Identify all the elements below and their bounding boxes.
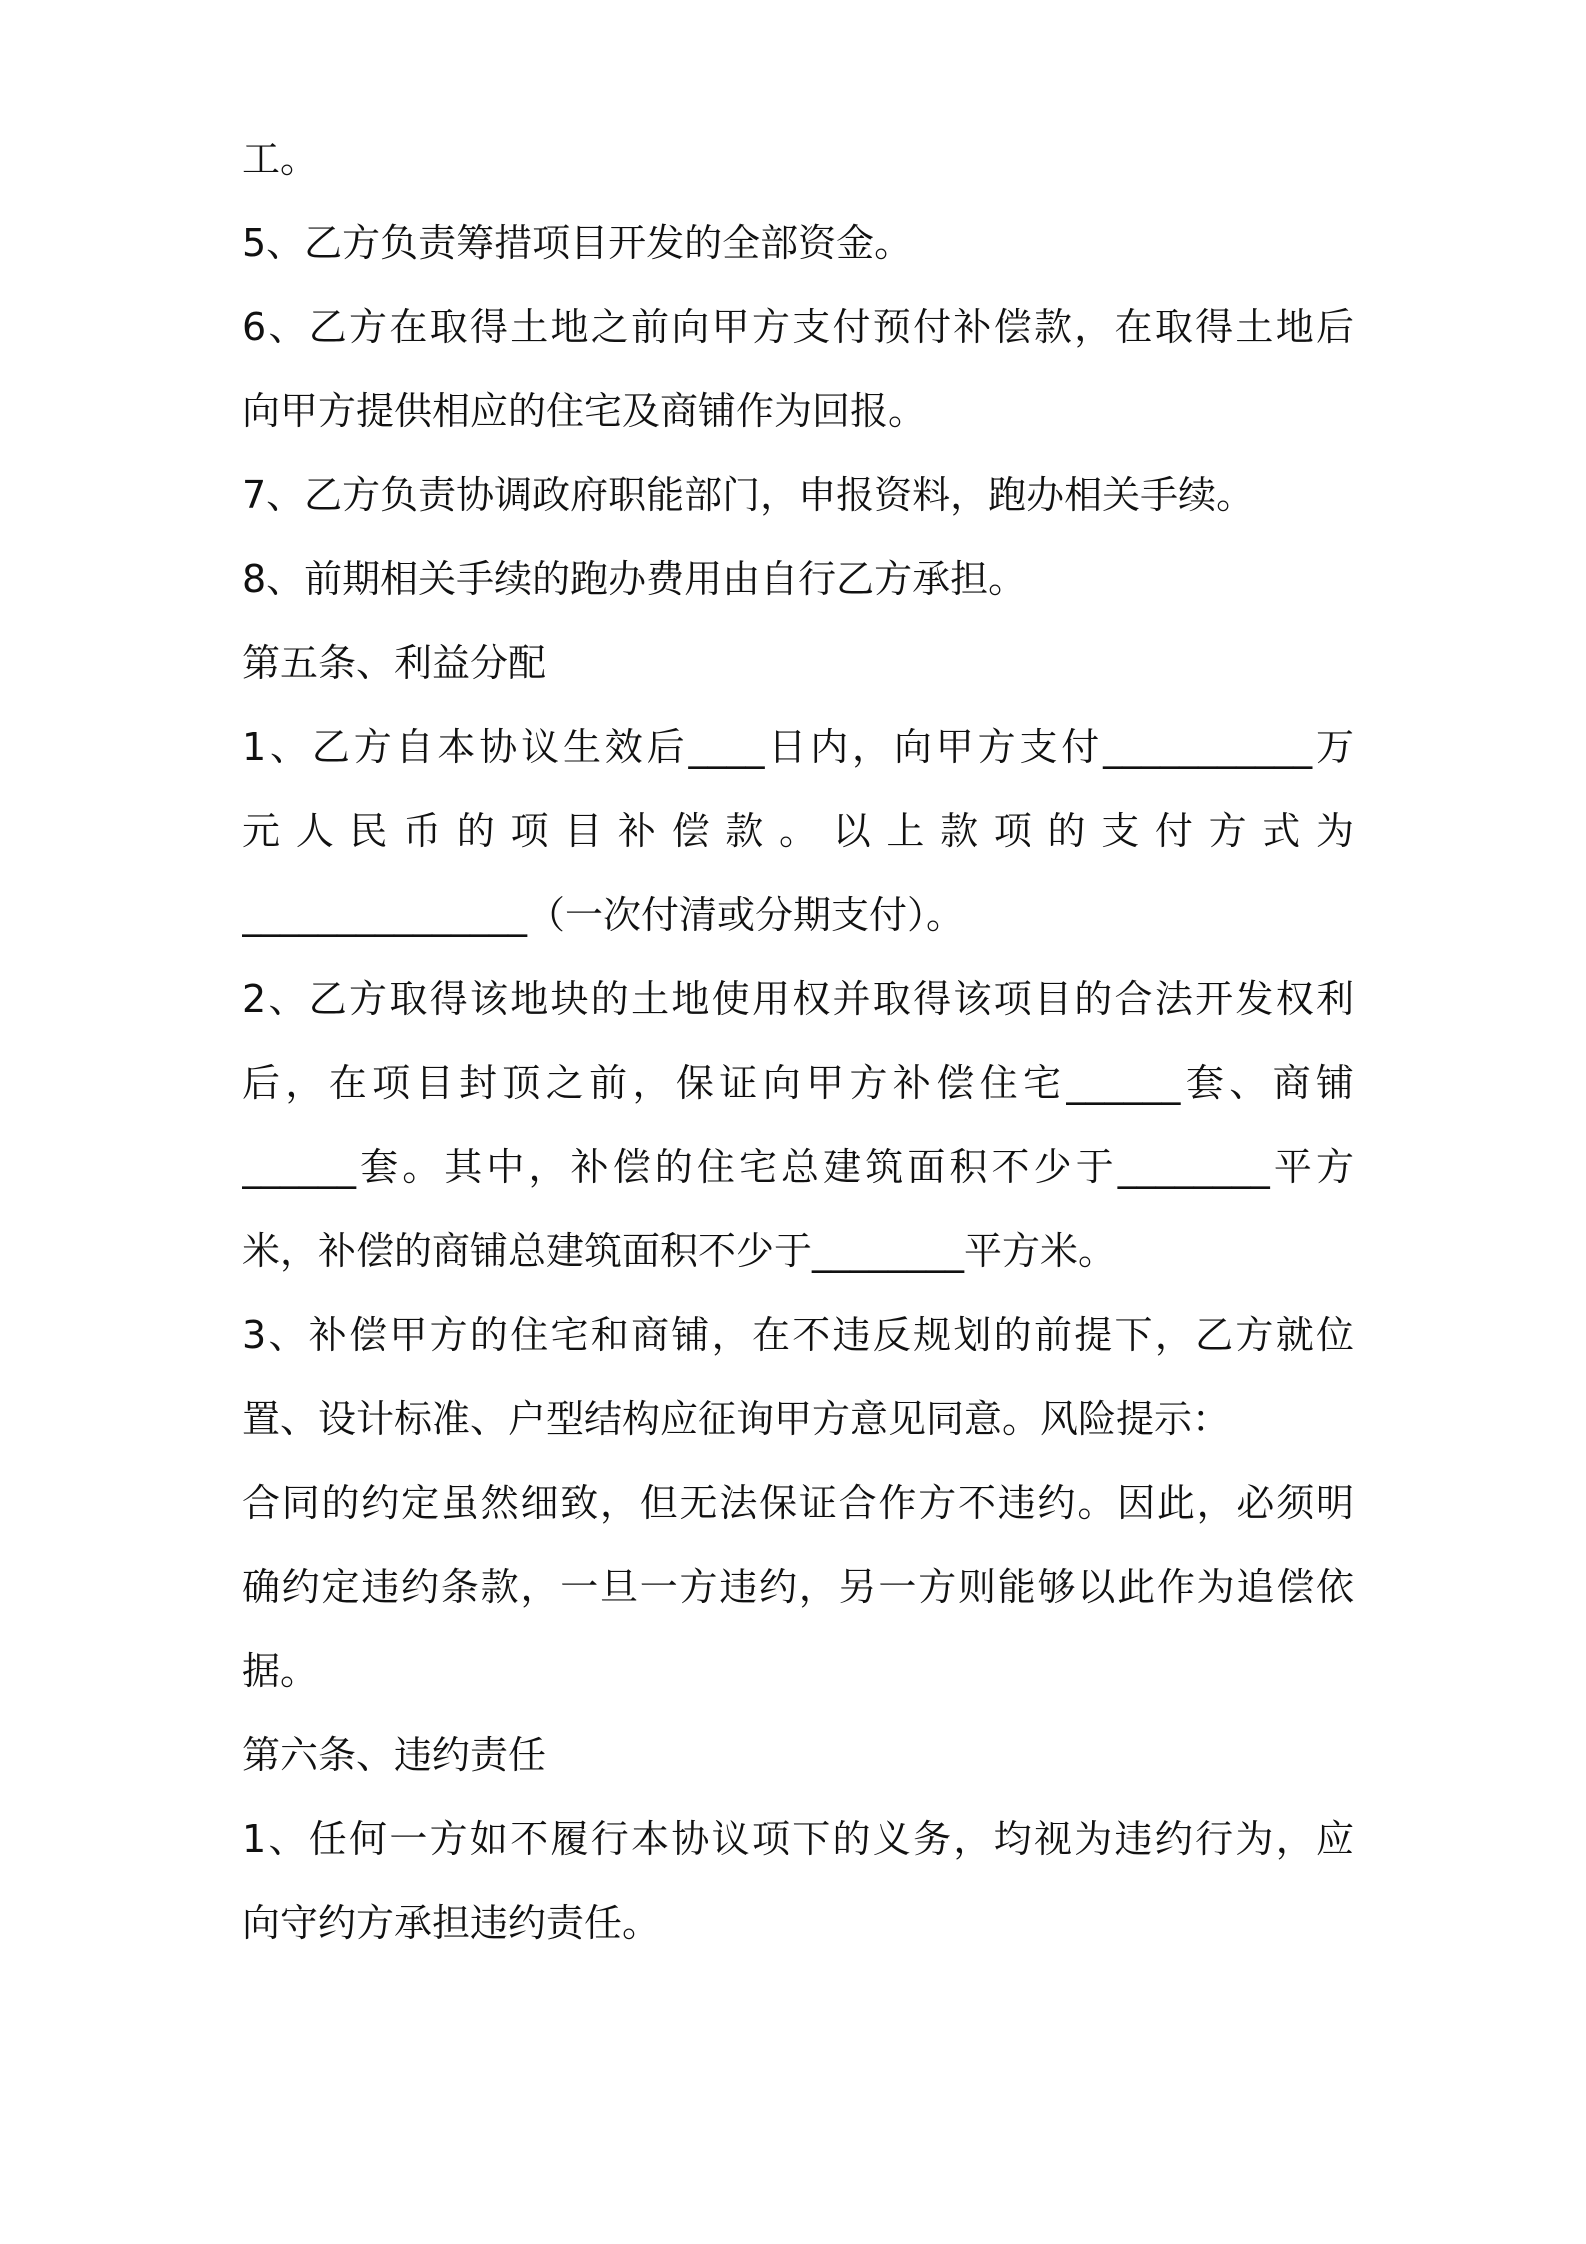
text-line: 1、乙方自本协议生效后____日内，向甲方支付___________万 bbox=[242, 725, 1354, 769]
section-heading: 第五条、利益分配 bbox=[242, 641, 547, 685]
text-line: ______套。其中，补偿的住宅总建筑面积不少于________平方 bbox=[242, 1145, 1354, 1189]
text-line: 合同的约定虽然细致，但无法保证合作方不违约。因此，必须明 bbox=[242, 1481, 1354, 1525]
text-line: 元 人 民 币 的 项 目 补 偿 款 。 以 上 款 项 的 支 付 方 式 为 bbox=[242, 809, 1354, 853]
text-line: 7、乙方负责协调政府职能部门，申报资料，跑办相关手续。 bbox=[242, 473, 1255, 517]
section-heading: 第六条、违约责任 bbox=[242, 1733, 547, 1777]
text-line: 工。 bbox=[242, 137, 319, 181]
text-line: 置、设计标准、户型结构应征询甲方意见同意。风险提示： bbox=[242, 1397, 1231, 1441]
text-line: 向甲方提供相应的住宅及商铺作为回报。 bbox=[242, 389, 927, 433]
text-line: 1、任何一方如不履行本协议项下的义务，均视为违约行为，应 bbox=[242, 1817, 1354, 1861]
text-line: 米，补偿的商铺总建筑面积不少于________平方米。 bbox=[242, 1229, 1117, 1273]
text-line: 8、前期相关手续的跑办费用由自行乙方承担。 bbox=[242, 557, 1027, 601]
text-line: 确约定违约条款，一旦一方违约，另一方则能够以此作为追偿依 bbox=[242, 1565, 1354, 1609]
text-line: 向守约方承担违约责任。 bbox=[242, 1901, 661, 1945]
text-line: 3、补偿甲方的住宅和商铺，在不违反规划的前提下，乙方就位 bbox=[242, 1313, 1354, 1357]
text-line: 2、乙方取得该地块的土地使用权并取得该项目的合法开发权利 bbox=[242, 977, 1354, 1021]
text-line: 5、乙方负责筹措项目开发的全部资金。 bbox=[242, 221, 913, 265]
text-line: 据。 bbox=[242, 1649, 319, 1693]
text-line: 后，在项目封顶之前，保证向甲方补偿住宅______套、商铺 bbox=[242, 1061, 1354, 1105]
text-line: 6、乙方在取得土地之前向甲方支付预付补偿款，在取得土地后 bbox=[242, 305, 1354, 349]
text-line: _______________（一次付清或分期支付）。 bbox=[242, 893, 965, 937]
